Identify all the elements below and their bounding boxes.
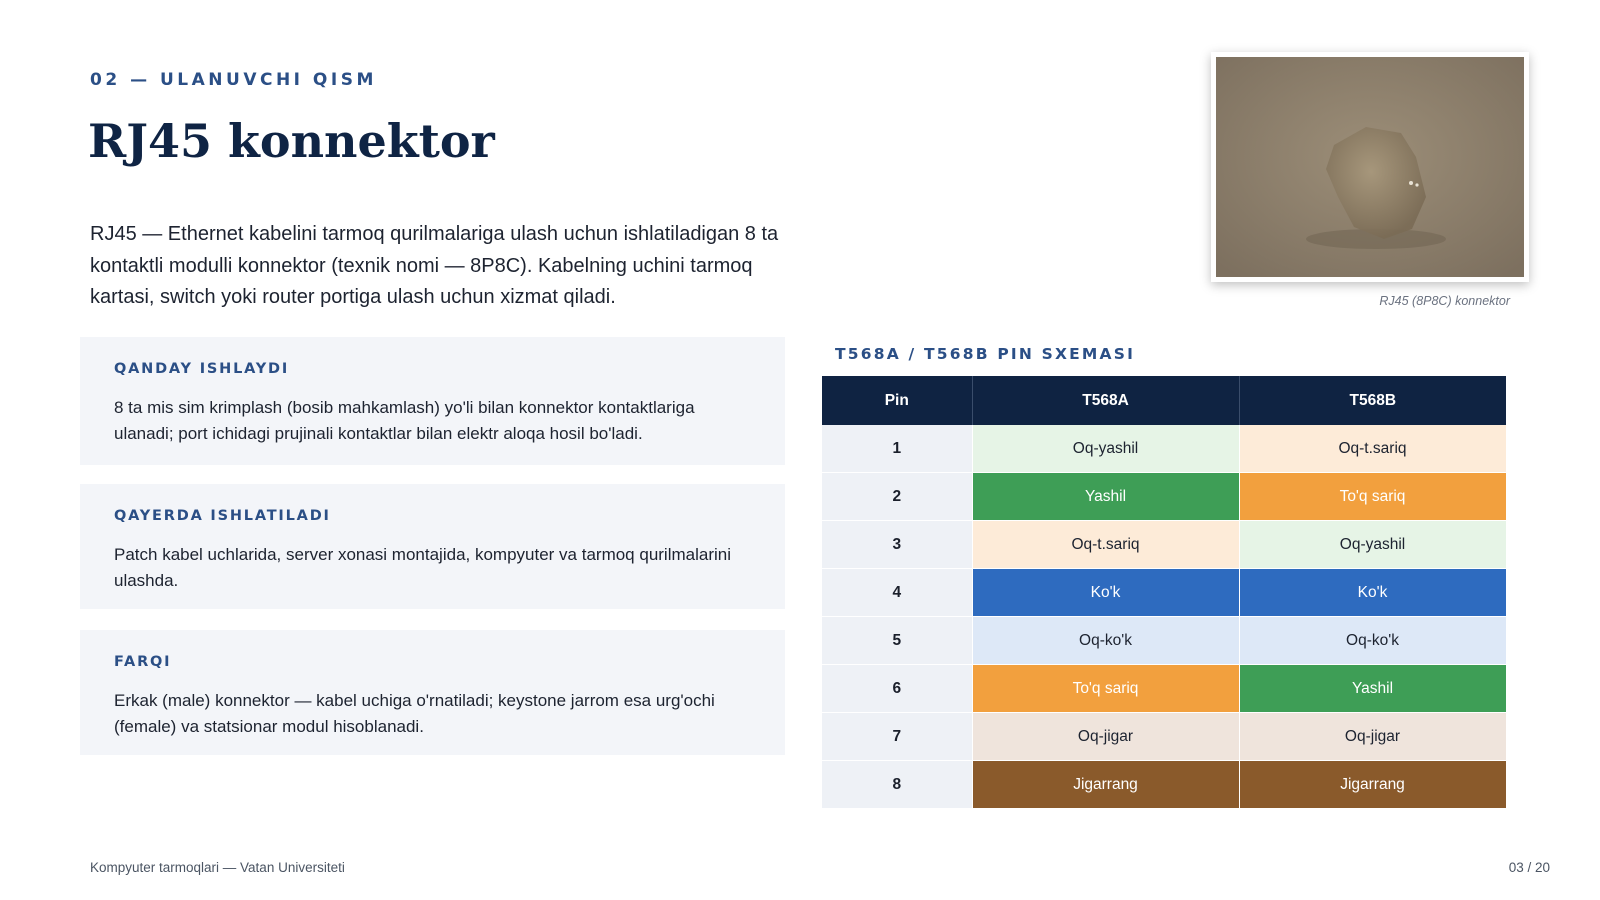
pin-number-cell: 1 (822, 425, 972, 473)
pin-scheme-table (822, 376, 1507, 809)
t568a-cell: Oq-ko'k (972, 617, 1239, 665)
table-row (822, 713, 1506, 761)
t568b-cell: Jigarrang (1239, 761, 1506, 809)
card-body: Patch kabel uchlarida, server xonasi montajida, kompyuter va tarmoq qurilmalarini ulashda. (114, 545, 732, 590)
table-row (822, 617, 1506, 665)
header-t568a: T568A (972, 376, 1239, 425)
card-title: FARQI (114, 654, 172, 670)
t568a-cell: Oq-yashil (972, 425, 1239, 473)
t568a-cell: Oq-jigar (972, 713, 1239, 761)
footer-course: Kompyuter tarmoqlari — Vatan Universiteti (90, 860, 345, 875)
t568a-cell: To'q sariq (972, 665, 1239, 713)
info-card-where-used (80, 484, 785, 609)
pin-number-cell: 8 (822, 761, 972, 809)
info-card-difference (80, 630, 785, 755)
t568a-cell: Jigarrang (972, 761, 1239, 809)
intro-text: RJ45 — Ethernet kabelini tarmoq qurilmalariga ulash uchun ishlatiladigan 8 ta kontaktli modulli konnektor (texnik nomi — 8P8C). Kabelning uchini tarmoq kartasi, switch yoki router portiga ulash uchun xizmat qiladi. (90, 223, 779, 308)
t568b-cell: Oq-yashil (1239, 521, 1506, 569)
t568b-cell: Oq-t.sariq (1239, 425, 1506, 473)
card-body: Erkak (male) konnektor — kabel uchiga o'rnatiladi; keystone jarrom esa urg'ochi (female) va statsionar modul hisoblanadi. (114, 691, 715, 736)
connector-photo (1211, 52, 1529, 282)
page-title: RJ45 konnektor (88, 114, 495, 168)
pin-number-cell: 2 (822, 473, 972, 521)
header-pin: Pin (822, 376, 972, 425)
page-number: 03 / 20 (1508, 860, 1550, 875)
section-label: 02 — ULANUVCHI QISM (90, 70, 377, 90)
table-header-row (822, 376, 1506, 425)
table-row (822, 665, 1506, 713)
photo-caption: RJ45 (8P8C) konnektor (1379, 294, 1510, 308)
pin-number-cell: 7 (822, 713, 972, 761)
t568a-cell: Oq-t.sariq (972, 521, 1239, 569)
t568b-cell: To'q sariq (1239, 473, 1506, 521)
t568a-cell: Yashil (972, 473, 1239, 521)
table-row (822, 569, 1506, 617)
connector-image (1216, 57, 1524, 277)
pin-number-cell: 6 (822, 665, 972, 713)
t568a-cell: Ko'k (972, 569, 1239, 617)
t568b-cell: Oq-ko'k (1239, 617, 1506, 665)
pin-number-cell: 5 (822, 617, 972, 665)
card-title: QANDAY ISHLAYDI (114, 361, 290, 377)
pin-number-cell: 4 (822, 569, 972, 617)
t568b-cell: Oq-jigar (1239, 713, 1506, 761)
t568b-cell: Ko'k (1239, 569, 1506, 617)
table-row (822, 425, 1506, 473)
t568b-cell: Yashil (1239, 665, 1506, 713)
header-t568b: T568B (1239, 376, 1506, 425)
card-title: QAYERDA ISHLATILADI (114, 508, 331, 524)
card-body: 8 ta mis sim krimplash (bosib mahkamlash) yo'li bilan konnektor kontaktlariga ulanadi; port ichidagi prujinali kontaktlar bilan elektr aloqa hosil bo'ladi. (114, 398, 695, 443)
table-row (822, 473, 1506, 521)
info-card-how-it-works (80, 337, 785, 465)
pin-number-cell: 3 (822, 521, 972, 569)
table-row (822, 761, 1506, 809)
table-title: T568A / T568B PIN SXEMASI (835, 345, 1136, 363)
table-row (822, 521, 1506, 569)
